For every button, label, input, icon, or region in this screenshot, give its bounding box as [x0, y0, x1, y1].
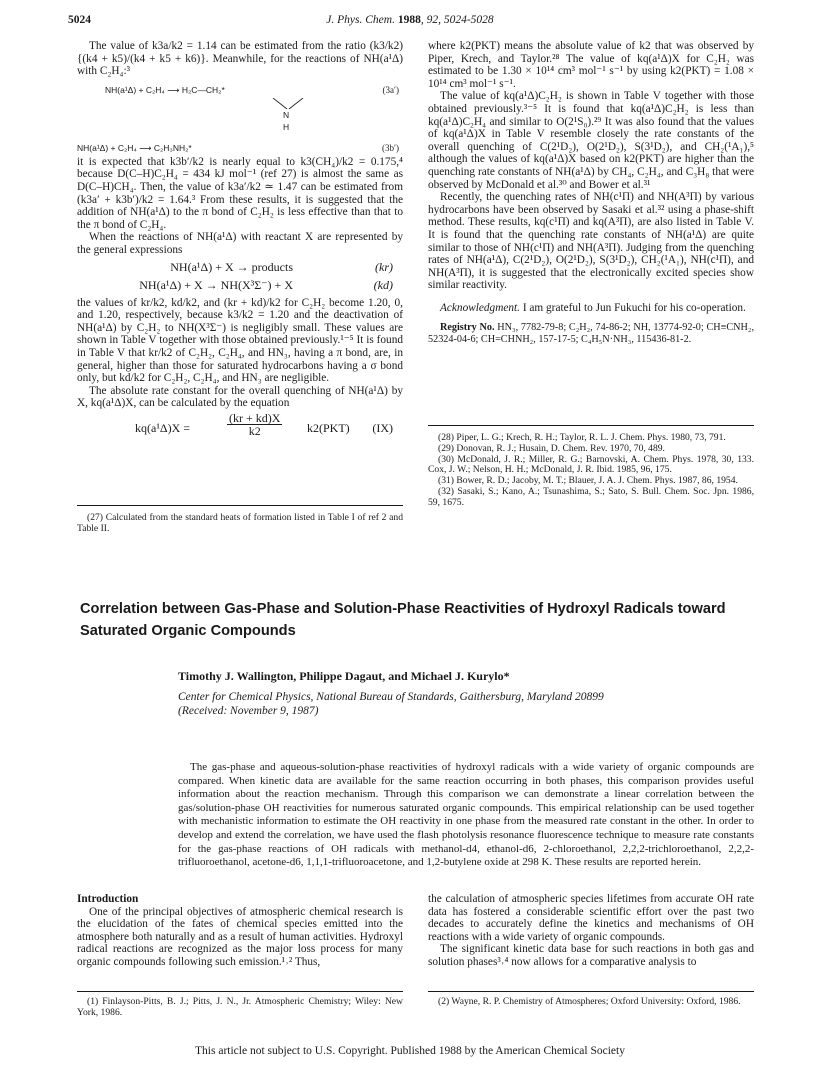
reaction-3b-label: (3b′)	[382, 142, 399, 153]
intro-paragraph-1: One of the principal objectives of atmospheric chemical research is the elucidation of the fates of chemical species emitted into the atmosphere both naturally and as a result of human activities. Hydroxyl radical reactions are recognized as the major loss process for many organic compounds following such emission.¹˒² Thus,	[77, 905, 403, 968]
article-affiliation	[178, 690, 604, 718]
journal-citation: , 92, 5024-5028	[420, 14, 494, 26]
footnote-31: (31) Bower, R. D.; Jacoby, M. T.; Blauer, J. A. J. Chem. Phys. 1987, 86, 1954.	[438, 475, 738, 487]
abstract	[178, 761, 754, 870]
intro-right-footnotes	[428, 997, 754, 1008]
footnote-27: (27) Calculated from the standard heats of formation listed in Table I of ref 2 and Table II.	[77, 512, 403, 534]
equation-ix-fraction	[227, 412, 282, 438]
left-column	[77, 40, 403, 450]
intro-right-footnote-rule	[428, 991, 754, 992]
reaction-3a-equation: NH(a¹Δ) + C₂H₄ ⟶ H₂C—CH₂*	[105, 84, 225, 95]
equation-kd-label: (kd)	[373, 277, 393, 292]
reaction-3b	[77, 142, 403, 156]
aziridine-structure	[77, 98, 403, 130]
journal-name: J. Phys. Chem.	[326, 14, 395, 26]
intro-right-column	[428, 893, 754, 969]
intro-paragraph-2: The significant kinetic data base for such reactions in both gas and solution phases³˒⁴ now allows for a comparative analysis to	[428, 943, 754, 968]
right-paragraph-1: where k2(PKT) means the absolute value of k2 that was observed by Piper, Krech, and Taylor.²⁸ The value of kq(a¹Δ)X for C₂H₂ was estimated to be 1.30 × 10¹⁴ cm³ mol⁻¹ s⁻¹ by using k2(PKT) = 1.08 × 10¹⁴ cm³ mol⁻¹ s⁻¹.	[428, 40, 754, 90]
right-paragraph-2: The value of kq(a¹Δ)C₂H₂ is shown in Table V together with those obtained previously.³⁻⁵ It is found that kq(a¹Δ)C₂H₂ is less than kq(a¹Δ)C₂H₄ and similar to O(2¹S₀).²⁹ It was also found that the values of kq(a¹Δ)X in Table V resemble closely the rate constants of the overall quenching of C(2¹D₂), O(2¹D₂), S(3¹D₂), and CH₂(¹A₁),⁵ although the values of kq(a¹Δ)X based on k2(PKT) are higher than the quenching rate constants of NH(a¹Δ) by CH₄, C₂H₄, and C₃H₈ that were observed by McDonald et al.³⁰ and Bower et al.³¹	[428, 90, 754, 191]
acknowledgment-label: Acknowledgment.	[440, 301, 520, 314]
equation-kr-label: (kr)	[375, 259, 393, 274]
received-date: (Received: November 9, 1987)	[178, 705, 319, 717]
affiliation-text: Center for Chemical Physics, National Bureau of Standards, Gaithersburg, Maryland 20899	[178, 691, 604, 703]
equation-kr-body: NH(a¹Δ) + X → products	[170, 259, 293, 274]
footnote-30: (30) McDonald, J. R.; Miller, R. G.; Barnovski, A. Chem. Phys. 1978, 30, 133. Cox, J. W.; Nelson, H. H.; McDonald, J. R. Ibid. 1985, 96, 175.	[428, 453, 754, 476]
article-authors: Timothy J. Wallington, Philippe Dagaut, and Michael J. Kurylo*	[178, 669, 510, 683]
registry-label: Registry No.	[440, 322, 495, 334]
registry-numbers	[428, 322, 754, 346]
footnote-28: (28) Piper, L. G.; Krech, R. H.; Taylor, R. L. J. Chem. Phys. 1980, 73, 791.	[438, 432, 726, 443]
intro-left-column	[77, 893, 403, 969]
aziridine-bonds-icon	[269, 98, 309, 110]
journal-header	[0, 14, 820, 26]
left-paragraph-3: When the reactions of NH(a¹Δ) with reactant X are represented by the general expressions	[77, 231, 403, 256]
right-column	[428, 40, 754, 346]
intro-heading: Introduction	[77, 893, 139, 905]
aziridine-hydrogen: H	[283, 121, 290, 132]
intro-left-footnote-rule	[77, 991, 403, 992]
registry-text: HN₃, 7782-79-8; C₂H₂, 74-86-2; NH, 13774-92-0; CH≡CNH₂, 52324-04-6; CH=CHNH₂, 157-17-5; C₄H₅N·NH₃, 115436-81-2.	[428, 322, 754, 346]
equation-kr	[77, 261, 403, 279]
left-paragraph-5: The absolute rate constant for the overall quenching of NH(a¹Δ) by X, kq(a¹Δ)X, can be calculated by the equation	[77, 384, 403, 410]
reaction-3a-label: (3a′)	[382, 84, 399, 95]
left-paragraph-2: it is expected that k3b′/k2 is nearly equal to k3(CH₄)/k2 = 0.175,⁴ because D(C–H)C₂H₄ = 434 kJ mol⁻¹ (ref 27) is almost the same as D(C–H)CH₄. Then, the value of k3a′/k2 ≃ 1.47 can be estimated from (k3a′ + k3b′)/k2 = 1.64.³ From these results, it is suggested that the addition of NH(a¹Δ) to the π bond of C₂H₂ is less effective than that to the π bond of C₂H₄.	[77, 155, 403, 231]
page-number: 5024	[68, 14, 91, 26]
equation-kd	[77, 279, 403, 297]
equation-ix-rhs: k2(PKT)	[307, 420, 350, 435]
equation-ix-denominator: k2	[248, 424, 261, 439]
footnote-2: (2) Wayne, R. P. Chemistry of Atmospheres; Oxford University: Oxford, 1986.	[438, 996, 741, 1007]
acknowledgment-text: I am grateful to Jun Fukuchi for his co-operation.	[520, 301, 746, 314]
equation-ix-numerator: (kr + kd)X	[229, 410, 281, 425]
equation-ix-label: (IX)	[372, 420, 393, 435]
article-title: Correlation between Gas-Phase and Solution-Phase Reactivities of Hydroxyl Radicals toward Saturated Organic Compounds	[80, 601, 726, 639]
left-footnotes	[77, 513, 403, 535]
acknowledgment	[428, 302, 754, 315]
equation-ix-lhs: kq(a¹Δ)X =	[135, 420, 191, 435]
right-footnote-rule	[428, 425, 754, 426]
footnote-32: (32) Sasaki, S.; Kano, A.; Tsunashima, S.; Sato, S. Bull. Chem. Soc. Jpn. 1986, 59, 1675.	[428, 485, 754, 508]
abstract-text: The gas-phase and aqueous-solution-phase reactivities of hydroxyl radicals with a wide variety of organic compounds are compared. When kinetic data are available for the same reaction occurring in both phases, this comparison provides useful information about the reaction mechanism. Through this comparison we can demonstrate a linear correlation between the gas/solution-phase OH reactivities for numerous saturated organic compounds. This empirical relationship can be used together with mechanistic information to estimate the OH reactivity in one phase from the measured rate constant in the other. In order to develop and extend the correlation, we have used the flash photolysis resonance fluorescence technique to measure rate constants for the gas-phase reactions of OH radicals with methanol-d4, ethanol-d6, 2-chloroethanol, 2,2,2-trichloroethanol, 2,2,2-trifluoroethanol, acetone-d6, 1,1,1-trifluoroacetone, and 1,2-butylene oxide at 298 K. These results are reported herein.	[178, 761, 754, 869]
right-footnotes	[428, 433, 754, 509]
copyright-line: This article not subject to U.S. Copyright. Published 1988 by the American Chemical Society	[195, 1045, 625, 1057]
footnote-29: (29) Donovan, R. J.; Husain, D. Chem. Rev. 1970, 70, 489.	[438, 442, 665, 454]
reaction-3a	[77, 84, 403, 98]
footnote-1: (1) Finlayson-Pitts, B. J.; Pitts, J. N., Jr. Atmospheric Chemistry; Wiley: New York, 1986.	[77, 996, 403, 1018]
intro-paragraph-1-cont: the calculation of atmospheric species lifetimes from accurate OH rate data has fostered a considerable scientific effort over the past two decades to accurately define the kinetics and mechanisms of OH reactions with a wide variety of organic compounds.	[428, 893, 754, 943]
aziridine-nitrogen: N	[283, 109, 290, 120]
reaction-3b-equation: NH(a¹Δ) + C₂H₄ ⟶ C₂H₃NH₂*	[77, 142, 192, 153]
intro-left-footnotes	[77, 997, 403, 1019]
equation-kd-body: NH(a¹Δ) + X → NH(X³Σ⁻) + X	[139, 277, 293, 292]
left-paragraph-4: the values of kr/k2, kd/k2, and (kr + kd)/k2 for C₂H₂ become 1.20, 0, and 1.20, respectively, because k3/k2 = 1.20 and the deactivation of NH(a¹Δ) by C₂H₂ to NH(X³Σ⁻) is negligibly small. These values are shown in Table V together with those obtained previously.¹⁻⁵ It is found in Table V that kr/k2 of C₂H₂, C₂H₄, and HN₃, having a π bond, are, in general, higher than those for saturated hydrocarbons having a σ bond only, but kd/k2 for C₂H₂, C₂H₄, and HN₃ are negligible.	[77, 296, 403, 385]
left-footnote-rule	[77, 505, 403, 506]
left-paragraph-1: The value of k3a/k2 = 1.14 can be estimated from the ratio (k3/k2){(k4 + k5)/(k4 + k5 + k6)}. Meanwhile, for the reactions of NH(a¹Δ) with C₂H₄:³	[77, 40, 403, 78]
journal-year: 1988	[397, 14, 421, 26]
right-paragraph-3: Recently, the quenching rates of NH(c¹Π) and NH(A³Π) by various hydrocarbons have been observed by Sasaki et al.³² using a phase-shift method. These results, kq(c¹Π) and kq(A³Π), are also listed in Table V. It is found that the quenching rate constants of NH(a¹Δ) are quite similar to those of NH(c¹Π) and NH(A³Π). Judging from the quenching rates of NH(a¹Δ), C(2¹D₂), O(2¹D₂), S(3¹D₂), CH₂(¹A₁), NH(c¹Π), and NH(A³Π), it is suggested that the electronically excited species show similar reactivity.	[428, 191, 754, 292]
equation-ix	[77, 410, 403, 450]
